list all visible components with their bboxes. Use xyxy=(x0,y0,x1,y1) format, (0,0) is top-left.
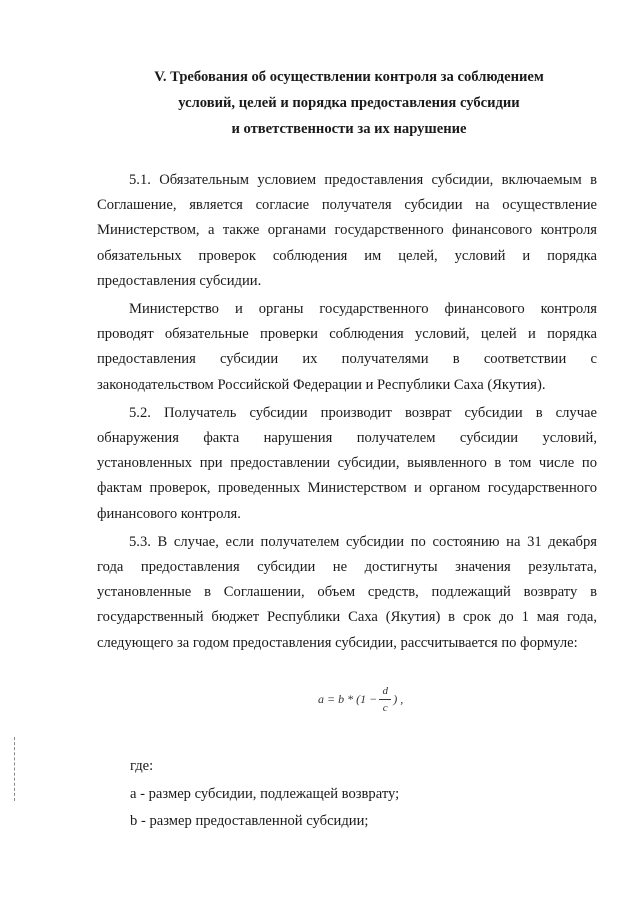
legend-intro: где: xyxy=(130,758,154,774)
paragraph-line: Министерством, а также органами государственного финансового контроля xyxy=(97,222,597,239)
paragraph-line: установленные в Соглашении, объем средств, подлежащий возврату в xyxy=(97,584,597,601)
legend-b: b - размер предоставленной субсидии; xyxy=(130,813,369,829)
fraction-bar xyxy=(379,699,391,700)
paragraph-line: установленных при предоставлении субсидии, выявленного в том числе по xyxy=(97,455,597,472)
heading-line-2: условий, целей и порядка предоставления субсидии xyxy=(178,95,520,111)
paragraph-line: 5.3. В случае, если получателем субсидии по состоянию на 31 декабря xyxy=(129,533,597,550)
paragraph-line: государственный бюджет Республики Саха (Якутия) в срок до 1 мая года, xyxy=(97,609,597,626)
formula-lhs: a = b * (1 − xyxy=(318,692,378,706)
margin-mark xyxy=(14,737,16,801)
paragraph-line: следующего за годом предоставления субсидии, рассчитывается по формуле: xyxy=(97,634,578,651)
formula-denominator: c xyxy=(382,702,388,714)
paragraph-5-1 xyxy=(97,168,597,294)
paragraph-line: 5.1. Обязательным условием предоставления субсидии, включаемым в xyxy=(129,172,597,188)
refund-formula xyxy=(318,684,403,715)
paragraph-line: Соглашение, является согласие получателя субсидии на осуществление xyxy=(97,197,597,214)
legend-a: a - размер субсидии, подлежащей возврату; xyxy=(130,785,400,802)
paragraph-line: 5.2. Получатель субсидии производит возврат субсидии в случае xyxy=(129,404,597,421)
paragraph-line: предоставления субсидии их получателями в соответствии с xyxy=(97,351,597,368)
heading-line-1: V. Требования об осуществлении контроля за соблюдением xyxy=(154,69,544,85)
section-heading xyxy=(100,64,598,142)
heading-line-3: и ответственности за их нарушение xyxy=(231,121,467,137)
paragraph-line: года предоставления субсидии не достигнуты значения результата, xyxy=(97,559,597,576)
formula-fraction xyxy=(379,684,391,715)
paragraph-line: Министерство и органы государственного финансового контроля xyxy=(129,301,597,318)
formula-legend xyxy=(130,753,399,836)
paragraph-5-3 xyxy=(97,530,597,656)
paragraph-line: фактам проверок, проведенных Министерством и органом государственного xyxy=(97,480,597,497)
paragraph-line: проводят обязательные проверки соблюдения условий, целей и порядка xyxy=(97,326,597,343)
paragraph-line: обязательных проверок соблюдения им целей, условий и порядка xyxy=(97,247,597,264)
formula-numerator: d xyxy=(382,685,388,697)
paragraph-line: законодательством Российской Федерации и Республики Саха (Якутия). xyxy=(97,376,546,393)
paragraph-line: финансового контроля. xyxy=(97,505,241,522)
paragraph-line: предоставления субсидии. xyxy=(97,272,262,289)
document-body xyxy=(97,168,597,659)
formula-rhs: ) , xyxy=(393,692,404,706)
paragraph-5-1-control xyxy=(97,297,597,398)
paragraph-line: обнаружения факта нарушения получателем субсидии условий, xyxy=(97,430,597,447)
paragraph-5-2 xyxy=(97,401,597,527)
